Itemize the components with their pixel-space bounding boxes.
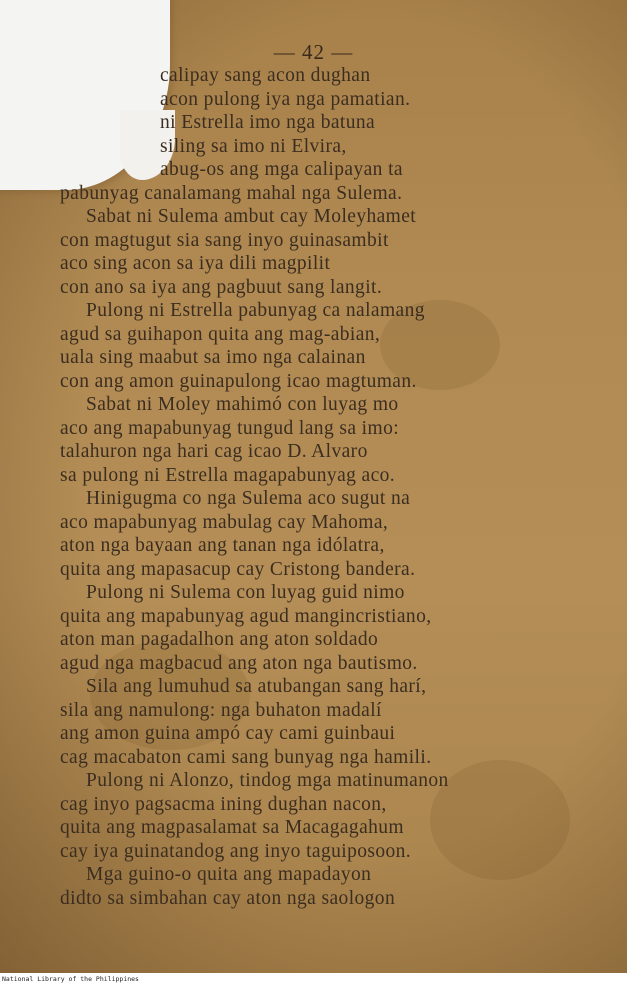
text-line: agud nga magbacud ang aton nga bautismo.	[60, 652, 418, 674]
text-line: Pulong ni Alonzo, tindog mga matinumanon	[86, 770, 449, 791]
text-line: Sabat ni Sulema ambut cay Moleyhamet	[86, 206, 417, 227]
text-line: quita ang mapasacup cay Cristong bandera.	[60, 558, 416, 580]
text-line: con magtugut sia sang inyo guinasambit	[60, 229, 389, 251]
text-line: quita ang mapabunyag agud mangincristiano,	[60, 605, 432, 627]
text-line: quita ang magpasalamat sa Macagagahum	[60, 817, 405, 838]
text-line: cag macabaton cami sang bunyag nga hamili.	[60, 746, 432, 768]
text-line: didto sa simbahan cay aton nga saologon	[60, 887, 396, 909]
text-line: aco ang mapabunyag tungud lang sa imo:	[60, 417, 400, 439]
text-line: uala sing maabut sa imo nga calainan	[60, 347, 366, 368]
text-line: aco mapabunyag mabulag cay Mahoma,	[60, 511, 389, 533]
text-line: ang amon guina ampó cay cami guinbaui	[60, 723, 396, 744]
text-line: aton man pagadalhon ang aton soldado	[60, 629, 379, 650]
text-line: Sabat ni Moley mahimó con luyag mo	[86, 394, 399, 415]
text-line: aco sing acon sa iya dili magpilit	[60, 253, 331, 274]
text-line: Pulong ni Sulema con luyag guid nimo	[86, 582, 405, 603]
page-number: — 42 —	[273, 40, 354, 64]
text-line: agud sa guihapon quita ang mag-abian,	[60, 323, 381, 345]
text-line: Sila ang lumuhud sa atubangan sang harí,	[86, 676, 427, 697]
text-line: calipay sang acon dughan	[160, 65, 371, 86]
text-line: siling sa imo ni Elvira,	[160, 135, 347, 157]
text-line: cag inyo pagsacma ining dughan nacon,	[60, 793, 387, 815]
text-line: aton nga bayaan ang tanan nga idólatra,	[60, 535, 385, 556]
text-line: abug-os ang mga calipayan ta	[160, 159, 403, 180]
text-line: ni Estrella imo nga batuna	[160, 112, 376, 133]
text-line: Mga guino-o quita ang mapadayon	[86, 864, 372, 885]
text-line: con ano sa iya ang pagbuut sang langit.	[60, 276, 383, 298]
text-line: Pulong ni Estrella pabunyag ca nalamang	[86, 300, 425, 321]
text-line: Hinigugma co nga Sulema aco sugut na	[86, 488, 411, 509]
text-line: sa pulong ni Estrella magapabunyag aco.	[60, 464, 396, 486]
text-line: cay iya guinatandog ang inyo taguiposoon.	[60, 840, 412, 862]
poem-text	[60, 64, 580, 910]
text-line: pabunyag canalamang mahal nga Sulema.	[60, 182, 403, 204]
text-line: con ang amon guinapulong icao magtuman.	[60, 370, 417, 392]
text-line: talahuron nga hari cag icao D. Alvaro	[60, 441, 368, 462]
text-line: acon pulong iya nga pamatian.	[160, 88, 411, 110]
library-credit: National Library of the Philippines	[2, 975, 139, 983]
text-line: sila ang namulong: nga buhaton madalí	[60, 699, 382, 721]
